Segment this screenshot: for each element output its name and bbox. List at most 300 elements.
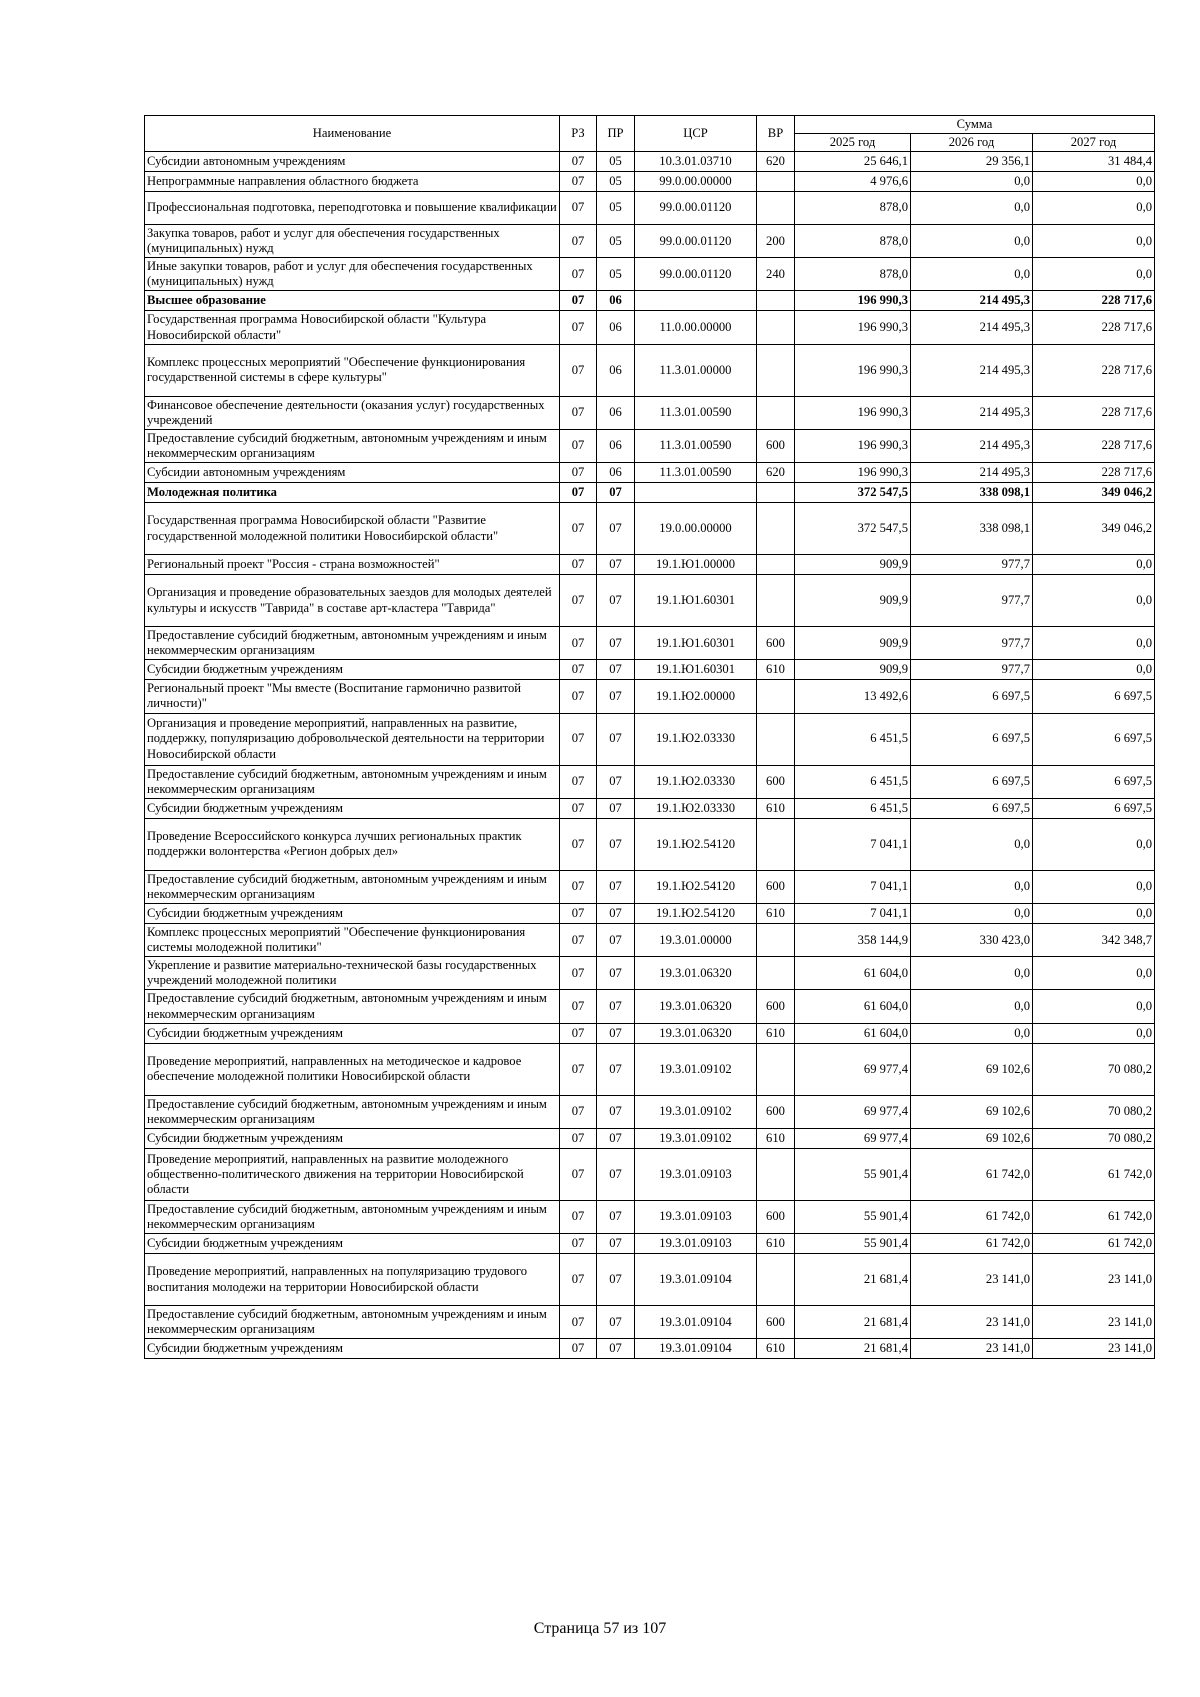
cell-name: Предоставление субсидий бюджетным, автономным учреждениям и иным некоммерческим организациям xyxy=(145,1306,560,1339)
cell-name: Субсидии бюджетным учреждениям xyxy=(145,660,560,680)
table-row xyxy=(145,1200,1155,1233)
table-row xyxy=(145,1128,1155,1148)
cell-csr: 11.0.00.00000 xyxy=(635,311,757,344)
cell-csr: 19.3.01.09103 xyxy=(635,1148,757,1200)
cell-vr xyxy=(757,192,795,225)
cell-2026: 0,0 xyxy=(911,990,1033,1023)
cell-rz: 07 xyxy=(560,152,597,172)
cell-vr: 240 xyxy=(757,258,795,291)
cell-csr: 19.1.Ю1.00000 xyxy=(635,555,757,575)
cell-vr xyxy=(757,396,795,429)
header-sum: Сумма xyxy=(795,116,1155,134)
cell-2025: 61 604,0 xyxy=(795,990,911,1023)
table-row xyxy=(145,990,1155,1023)
cell-csr: 19.1.Ю1.60301 xyxy=(635,575,757,627)
cell-pr: 06 xyxy=(597,344,635,396)
cell-csr: 10.3.01.03710 xyxy=(635,152,757,172)
cell-2025: 7 041,1 xyxy=(795,903,911,923)
cell-2025: 61 604,0 xyxy=(795,1023,911,1043)
cell-pr: 07 xyxy=(597,957,635,990)
cell-pr: 07 xyxy=(597,1200,635,1233)
cell-2026: 23 141,0 xyxy=(911,1306,1033,1339)
table-row xyxy=(145,903,1155,923)
cell-rz: 07 xyxy=(560,713,597,765)
cell-pr: 07 xyxy=(597,713,635,765)
budget-table xyxy=(144,115,1155,1359)
cell-name: Закупка товаров, работ и услуг для обеспечения государственных (муниципальных) нужд xyxy=(145,225,560,258)
cell-rz: 07 xyxy=(560,463,597,483)
cell-2026: 977,7 xyxy=(911,555,1033,575)
cell-csr: 19.1.Ю2.03330 xyxy=(635,765,757,798)
cell-csr: 99.0.00.01120 xyxy=(635,225,757,258)
cell-pr: 07 xyxy=(597,627,635,660)
cell-name: Субсидии бюджетным учреждениям xyxy=(145,1023,560,1043)
cell-pr: 07 xyxy=(597,818,635,870)
cell-rz: 07 xyxy=(560,627,597,660)
cell-2027: 228 717,6 xyxy=(1033,463,1155,483)
cell-rz: 07 xyxy=(560,903,597,923)
cell-2025: 25 646,1 xyxy=(795,152,911,172)
cell-2027: 0,0 xyxy=(1033,818,1155,870)
cell-2025: 196 990,3 xyxy=(795,344,911,396)
cell-name: Профессиональная подготовка, переподготовка и повышение квалификации xyxy=(145,192,560,225)
cell-csr: 11.3.01.00590 xyxy=(635,429,757,462)
cell-2026: 338 098,1 xyxy=(911,503,1033,555)
cell-2027: 23 141,0 xyxy=(1033,1254,1155,1306)
table-row xyxy=(145,713,1155,765)
cell-2027: 23 141,0 xyxy=(1033,1306,1155,1339)
cell-2026: 23 141,0 xyxy=(911,1339,1033,1359)
cell-name: Проведение мероприятий, направленных на популяризацию трудового воспитания молодежи на территории Новосибирской области xyxy=(145,1254,560,1306)
table-row xyxy=(145,680,1155,713)
cell-vr: 610 xyxy=(757,1339,795,1359)
cell-2025: 21 681,4 xyxy=(795,1254,911,1306)
cell-pr: 07 xyxy=(597,923,635,956)
table-row xyxy=(145,923,1155,956)
cell-rz: 07 xyxy=(560,1254,597,1306)
cell-2025: 55 901,4 xyxy=(795,1148,911,1200)
cell-name: Молодежная политика xyxy=(145,483,560,503)
cell-name: Организация и проведение мероприятий, направленных на развитие, поддержку, популяризацию добровольческой деятельности на территории Новосибирской области xyxy=(145,713,560,765)
cell-pr: 05 xyxy=(597,152,635,172)
cell-2027: 342 348,7 xyxy=(1033,923,1155,956)
cell-2027: 61 742,0 xyxy=(1033,1148,1155,1200)
cell-csr: 19.1.Ю2.03330 xyxy=(635,798,757,818)
cell-pr: 07 xyxy=(597,483,635,503)
cell-2025: 13 492,6 xyxy=(795,680,911,713)
cell-name: Комплекс процессных мероприятий "Обеспечение функционирования системы молодежной политики" xyxy=(145,923,560,956)
table-row xyxy=(145,344,1155,396)
cell-rz: 07 xyxy=(560,225,597,258)
cell-rz: 07 xyxy=(560,990,597,1023)
cell-rz: 07 xyxy=(560,1128,597,1148)
table-body xyxy=(145,152,1155,1359)
cell-2026: 214 495,3 xyxy=(911,344,1033,396)
cell-csr: 19.3.01.06320 xyxy=(635,1023,757,1043)
cell-2026: 977,7 xyxy=(911,627,1033,660)
cell-vr xyxy=(757,923,795,956)
cell-2025: 372 547,5 xyxy=(795,503,911,555)
cell-2026: 0,0 xyxy=(911,172,1033,192)
cell-csr: 19.1.Ю2.54120 xyxy=(635,870,757,903)
cell-rz: 07 xyxy=(560,344,597,396)
cell-rz: 07 xyxy=(560,660,597,680)
cell-pr: 07 xyxy=(597,1043,635,1095)
table-row xyxy=(145,152,1155,172)
cell-name: Субсидии бюджетным учреждениям xyxy=(145,1339,560,1359)
cell-rz: 07 xyxy=(560,680,597,713)
cell-rz: 07 xyxy=(560,957,597,990)
cell-name: Высшее образование xyxy=(145,291,560,311)
cell-csr: 19.1.Ю2.00000 xyxy=(635,680,757,713)
cell-rz: 07 xyxy=(560,1200,597,1233)
header-year-2027: 2027 год xyxy=(1033,134,1155,152)
cell-rz: 07 xyxy=(560,1043,597,1095)
cell-pr: 06 xyxy=(597,463,635,483)
cell-name: Субсидии бюджетным учреждениям xyxy=(145,1234,560,1254)
cell-pr: 07 xyxy=(597,1234,635,1254)
cell-2027: 61 742,0 xyxy=(1033,1234,1155,1254)
cell-2026: 338 098,1 xyxy=(911,483,1033,503)
cell-vr: 610 xyxy=(757,1234,795,1254)
cell-csr: 99.0.00.01120 xyxy=(635,192,757,225)
cell-csr: 19.3.01.09103 xyxy=(635,1200,757,1233)
cell-vr: 600 xyxy=(757,429,795,462)
cell-vr xyxy=(757,680,795,713)
cell-rz: 07 xyxy=(560,1023,597,1043)
cell-pr: 07 xyxy=(597,660,635,680)
cell-vr xyxy=(757,344,795,396)
cell-pr: 07 xyxy=(597,1023,635,1043)
cell-name: Субсидии бюджетным учреждениям xyxy=(145,903,560,923)
table-row xyxy=(145,1234,1155,1254)
cell-2025: 196 990,3 xyxy=(795,291,911,311)
cell-2026: 61 742,0 xyxy=(911,1148,1033,1200)
cell-2025: 69 977,4 xyxy=(795,1128,911,1148)
cell-name: Субсидии автономным учреждениям xyxy=(145,152,560,172)
cell-name: Финансовое обеспечение деятельности (оказания услуг) государственных учреждений xyxy=(145,396,560,429)
cell-name: Иные закупки товаров, работ и услуг для обеспечения государственных (муниципальных) нужд xyxy=(145,258,560,291)
cell-2027: 0,0 xyxy=(1033,225,1155,258)
cell-2027: 349 046,2 xyxy=(1033,483,1155,503)
table-row xyxy=(145,957,1155,990)
table-row xyxy=(145,1095,1155,1128)
cell-name: Непрограммные направления областного бюджета xyxy=(145,172,560,192)
cell-name: Проведение Всероссийского конкурса лучших региональных практик поддержки волонтерства «Регион добрых дел» xyxy=(145,818,560,870)
cell-name: Предоставление субсидий бюджетным, автономным учреждениям и иным некоммерческим организациям xyxy=(145,1095,560,1128)
cell-2026: 330 423,0 xyxy=(911,923,1033,956)
cell-2026: 214 495,3 xyxy=(911,311,1033,344)
cell-2026: 6 697,5 xyxy=(911,713,1033,765)
cell-rz: 07 xyxy=(560,575,597,627)
cell-2025: 7 041,1 xyxy=(795,870,911,903)
cell-2027: 6 697,5 xyxy=(1033,713,1155,765)
table-row xyxy=(145,483,1155,503)
cell-pr: 07 xyxy=(597,1254,635,1306)
cell-2027: 0,0 xyxy=(1033,575,1155,627)
cell-vr xyxy=(757,291,795,311)
header-vr: ВР xyxy=(757,116,795,152)
cell-csr: 19.1.Ю1.60301 xyxy=(635,660,757,680)
cell-name: Проведение мероприятий, направленных на развитие молодежного общественно-политического движения на территории Новосибирской области xyxy=(145,1148,560,1200)
cell-2025: 7 041,1 xyxy=(795,818,911,870)
cell-csr: 99.0.00.00000 xyxy=(635,172,757,192)
cell-name: Организация и проведение образовательных заездов для молодых деятелей культуры и искусств "Таврида" в составе арт-кластера "Таврида" xyxy=(145,575,560,627)
cell-2026: 0,0 xyxy=(911,903,1033,923)
cell-pr: 05 xyxy=(597,172,635,192)
cell-2025: 21 681,4 xyxy=(795,1306,911,1339)
cell-csr: 11.3.01.00590 xyxy=(635,463,757,483)
cell-2026: 69 102,6 xyxy=(911,1043,1033,1095)
cell-csr: 19.3.01.09104 xyxy=(635,1254,757,1306)
table-row xyxy=(145,575,1155,627)
table-row xyxy=(145,660,1155,680)
cell-2027: 0,0 xyxy=(1033,870,1155,903)
cell-csr xyxy=(635,291,757,311)
cell-2027: 0,0 xyxy=(1033,258,1155,291)
header-rz: РЗ xyxy=(560,116,597,152)
table-row xyxy=(145,798,1155,818)
cell-vr xyxy=(757,1043,795,1095)
cell-rz: 07 xyxy=(560,798,597,818)
cell-2026: 214 495,3 xyxy=(911,429,1033,462)
cell-vr: 200 xyxy=(757,225,795,258)
table-row xyxy=(145,1148,1155,1200)
cell-pr: 05 xyxy=(597,192,635,225)
cell-2026: 0,0 xyxy=(911,957,1033,990)
cell-pr: 07 xyxy=(597,1148,635,1200)
cell-name: Предоставление субсидий бюджетным, автономным учреждениям и иным некоммерческим организациям xyxy=(145,765,560,798)
cell-rz: 07 xyxy=(560,172,597,192)
cell-rz: 07 xyxy=(560,311,597,344)
cell-csr xyxy=(635,483,757,503)
cell-2026: 214 495,3 xyxy=(911,463,1033,483)
cell-2025: 878,0 xyxy=(795,258,911,291)
table-row xyxy=(145,1339,1155,1359)
cell-rz: 07 xyxy=(560,818,597,870)
cell-2026: 977,7 xyxy=(911,575,1033,627)
cell-vr: 610 xyxy=(757,903,795,923)
cell-csr: 19.1.Ю2.03330 xyxy=(635,713,757,765)
cell-vr: 600 xyxy=(757,1095,795,1128)
cell-pr: 07 xyxy=(597,503,635,555)
cell-name: Комплекс процессных мероприятий "Обеспечение функционирования государственной системы в сфере культуры" xyxy=(145,344,560,396)
table-header xyxy=(145,116,1155,152)
cell-2025: 878,0 xyxy=(795,225,911,258)
table-row xyxy=(145,463,1155,483)
cell-2027: 6 697,5 xyxy=(1033,798,1155,818)
cell-vr xyxy=(757,555,795,575)
table-row xyxy=(145,555,1155,575)
cell-vr xyxy=(757,575,795,627)
cell-2026: 0,0 xyxy=(911,870,1033,903)
cell-pr: 05 xyxy=(597,258,635,291)
cell-2027: 6 697,5 xyxy=(1033,680,1155,713)
table-row xyxy=(145,396,1155,429)
table-row xyxy=(145,765,1155,798)
cell-name: Субсидии бюджетным учреждениям xyxy=(145,798,560,818)
cell-vr: 610 xyxy=(757,1023,795,1043)
cell-vr xyxy=(757,503,795,555)
table-row xyxy=(145,1043,1155,1095)
cell-name: Региональный проект "Мы вместе (Воспитание гармонично развитой личности)" xyxy=(145,680,560,713)
cell-name: Государственная программа Новосибирской области "Культура Новосибирской области" xyxy=(145,311,560,344)
cell-rz: 07 xyxy=(560,923,597,956)
cell-csr: 19.1.Ю1.60301 xyxy=(635,627,757,660)
cell-vr: 600 xyxy=(757,627,795,660)
cell-vr xyxy=(757,957,795,990)
cell-csr: 19.3.01.09102 xyxy=(635,1043,757,1095)
cell-vr xyxy=(757,1148,795,1200)
cell-2025: 6 451,5 xyxy=(795,765,911,798)
cell-pr: 07 xyxy=(597,870,635,903)
cell-csr: 19.3.01.09102 xyxy=(635,1095,757,1128)
cell-2027: 0,0 xyxy=(1033,172,1155,192)
table-row xyxy=(145,291,1155,311)
cell-vr xyxy=(757,172,795,192)
cell-csr: 19.3.01.06320 xyxy=(635,990,757,1023)
cell-2025: 878,0 xyxy=(795,192,911,225)
cell-2027: 349 046,2 xyxy=(1033,503,1155,555)
cell-2025: 69 977,4 xyxy=(795,1043,911,1095)
cell-vr xyxy=(757,483,795,503)
cell-pr: 07 xyxy=(597,1339,635,1359)
cell-pr: 07 xyxy=(597,765,635,798)
table-row xyxy=(145,503,1155,555)
cell-2025: 21 681,4 xyxy=(795,1339,911,1359)
cell-rz: 07 xyxy=(560,765,597,798)
cell-csr: 19.3.01.00000 xyxy=(635,923,757,956)
cell-rz: 07 xyxy=(560,503,597,555)
cell-2027: 31 484,4 xyxy=(1033,152,1155,172)
cell-pr: 07 xyxy=(597,1128,635,1148)
page-number: Страница 57 из 107 xyxy=(533,1620,667,1637)
table-row xyxy=(145,172,1155,192)
cell-2026: 29 356,1 xyxy=(911,152,1033,172)
cell-2027: 228 717,6 xyxy=(1033,344,1155,396)
cell-2027: 61 742,0 xyxy=(1033,1200,1155,1233)
cell-csr: 19.1.Ю2.54120 xyxy=(635,818,757,870)
cell-vr xyxy=(757,311,795,344)
cell-name: Предоставление субсидий бюджетным, автономным учреждениям и иным некоммерческим организациям xyxy=(145,627,560,660)
cell-csr: 19.3.01.09104 xyxy=(635,1339,757,1359)
cell-2026: 6 697,5 xyxy=(911,798,1033,818)
cell-2025: 909,9 xyxy=(795,660,911,680)
cell-csr: 11.3.01.00590 xyxy=(635,396,757,429)
cell-2027: 70 080,2 xyxy=(1033,1043,1155,1095)
table-row xyxy=(145,258,1155,291)
table-row xyxy=(145,429,1155,462)
cell-vr: 600 xyxy=(757,990,795,1023)
cell-2026: 0,0 xyxy=(911,818,1033,870)
cell-vr xyxy=(757,818,795,870)
cell-csr: 19.3.01.09102 xyxy=(635,1128,757,1148)
cell-pr: 07 xyxy=(597,1095,635,1128)
cell-2027: 0,0 xyxy=(1033,1023,1155,1043)
table-row xyxy=(145,818,1155,870)
cell-csr: 19.1.Ю2.54120 xyxy=(635,903,757,923)
cell-2026: 6 697,5 xyxy=(911,680,1033,713)
cell-name: Предоставление субсидий бюджетным, автономным учреждениям и иным некоммерческим организациям xyxy=(145,1200,560,1233)
cell-rz: 07 xyxy=(560,192,597,225)
cell-name: Региональный проект "Россия - страна возможностей" xyxy=(145,555,560,575)
cell-csr: 19.3.01.06320 xyxy=(635,957,757,990)
cell-vr: 610 xyxy=(757,798,795,818)
cell-rz: 07 xyxy=(560,870,597,903)
cell-2025: 909,9 xyxy=(795,575,911,627)
table-row xyxy=(145,192,1155,225)
cell-2026: 0,0 xyxy=(911,1023,1033,1043)
cell-2027: 0,0 xyxy=(1033,192,1155,225)
cell-name: Предоставление субсидий бюджетным, автономным учреждениям и иным некоммерческим организациям xyxy=(145,429,560,462)
cell-2026: 61 742,0 xyxy=(911,1234,1033,1254)
cell-2026: 0,0 xyxy=(911,192,1033,225)
cell-rz: 07 xyxy=(560,1095,597,1128)
cell-2025: 61 604,0 xyxy=(795,957,911,990)
cell-vr: 600 xyxy=(757,1306,795,1339)
cell-rz: 07 xyxy=(560,1234,597,1254)
cell-name: Укрепление и развитие материально-технической базы государственных учреждений молодежной политики xyxy=(145,957,560,990)
cell-2025: 6 451,5 xyxy=(795,798,911,818)
cell-pr: 06 xyxy=(597,311,635,344)
cell-2025: 6 451,5 xyxy=(795,713,911,765)
cell-2027: 23 141,0 xyxy=(1033,1339,1155,1359)
cell-pr: 07 xyxy=(597,990,635,1023)
cell-vr xyxy=(757,713,795,765)
cell-2025: 196 990,3 xyxy=(795,396,911,429)
cell-2026: 61 742,0 xyxy=(911,1200,1033,1233)
cell-2026: 977,7 xyxy=(911,660,1033,680)
cell-csr: 19.3.01.09104 xyxy=(635,1306,757,1339)
cell-2025: 55 901,4 xyxy=(795,1234,911,1254)
cell-2027: 0,0 xyxy=(1033,555,1155,575)
cell-2027: 228 717,6 xyxy=(1033,291,1155,311)
cell-vr xyxy=(757,1254,795,1306)
cell-name: Государственная программа Новосибирской области "Развитие государственной молодежной политики Новосибирской области" xyxy=(145,503,560,555)
cell-vr: 620 xyxy=(757,152,795,172)
cell-2025: 69 977,4 xyxy=(795,1095,911,1128)
table-row xyxy=(145,627,1155,660)
table-row xyxy=(145,1306,1155,1339)
table-row xyxy=(145,870,1155,903)
cell-2025: 4 976,6 xyxy=(795,172,911,192)
cell-2025: 358 144,9 xyxy=(795,923,911,956)
cell-rz: 07 xyxy=(560,291,597,311)
cell-name: Проведение мероприятий, направленных на методическое и кадровое обеспечение молодежной политики Новосибирской области xyxy=(145,1043,560,1095)
cell-vr: 620 xyxy=(757,463,795,483)
cell-csr: 11.3.01.00000 xyxy=(635,344,757,396)
cell-name: Субсидии автономным учреждениям xyxy=(145,463,560,483)
table-row xyxy=(145,1023,1155,1043)
table-row xyxy=(145,311,1155,344)
cell-vr: 610 xyxy=(757,660,795,680)
cell-pr: 06 xyxy=(597,291,635,311)
cell-rz: 07 xyxy=(560,483,597,503)
cell-name: Предоставление субсидий бюджетным, автономным учреждениям и иным некоммерческим организациям xyxy=(145,990,560,1023)
cell-2027: 0,0 xyxy=(1033,627,1155,660)
cell-rz: 07 xyxy=(560,1339,597,1359)
cell-vr: 610 xyxy=(757,1128,795,1148)
header-pr: ПР xyxy=(597,116,635,152)
cell-2027: 0,0 xyxy=(1033,903,1155,923)
header-year-2025: 2025 год xyxy=(795,134,911,152)
table-row xyxy=(145,225,1155,258)
cell-2026: 6 697,5 xyxy=(911,765,1033,798)
cell-pr: 07 xyxy=(597,903,635,923)
cell-rz: 07 xyxy=(560,429,597,462)
cell-vr: 600 xyxy=(757,870,795,903)
cell-2027: 0,0 xyxy=(1033,957,1155,990)
